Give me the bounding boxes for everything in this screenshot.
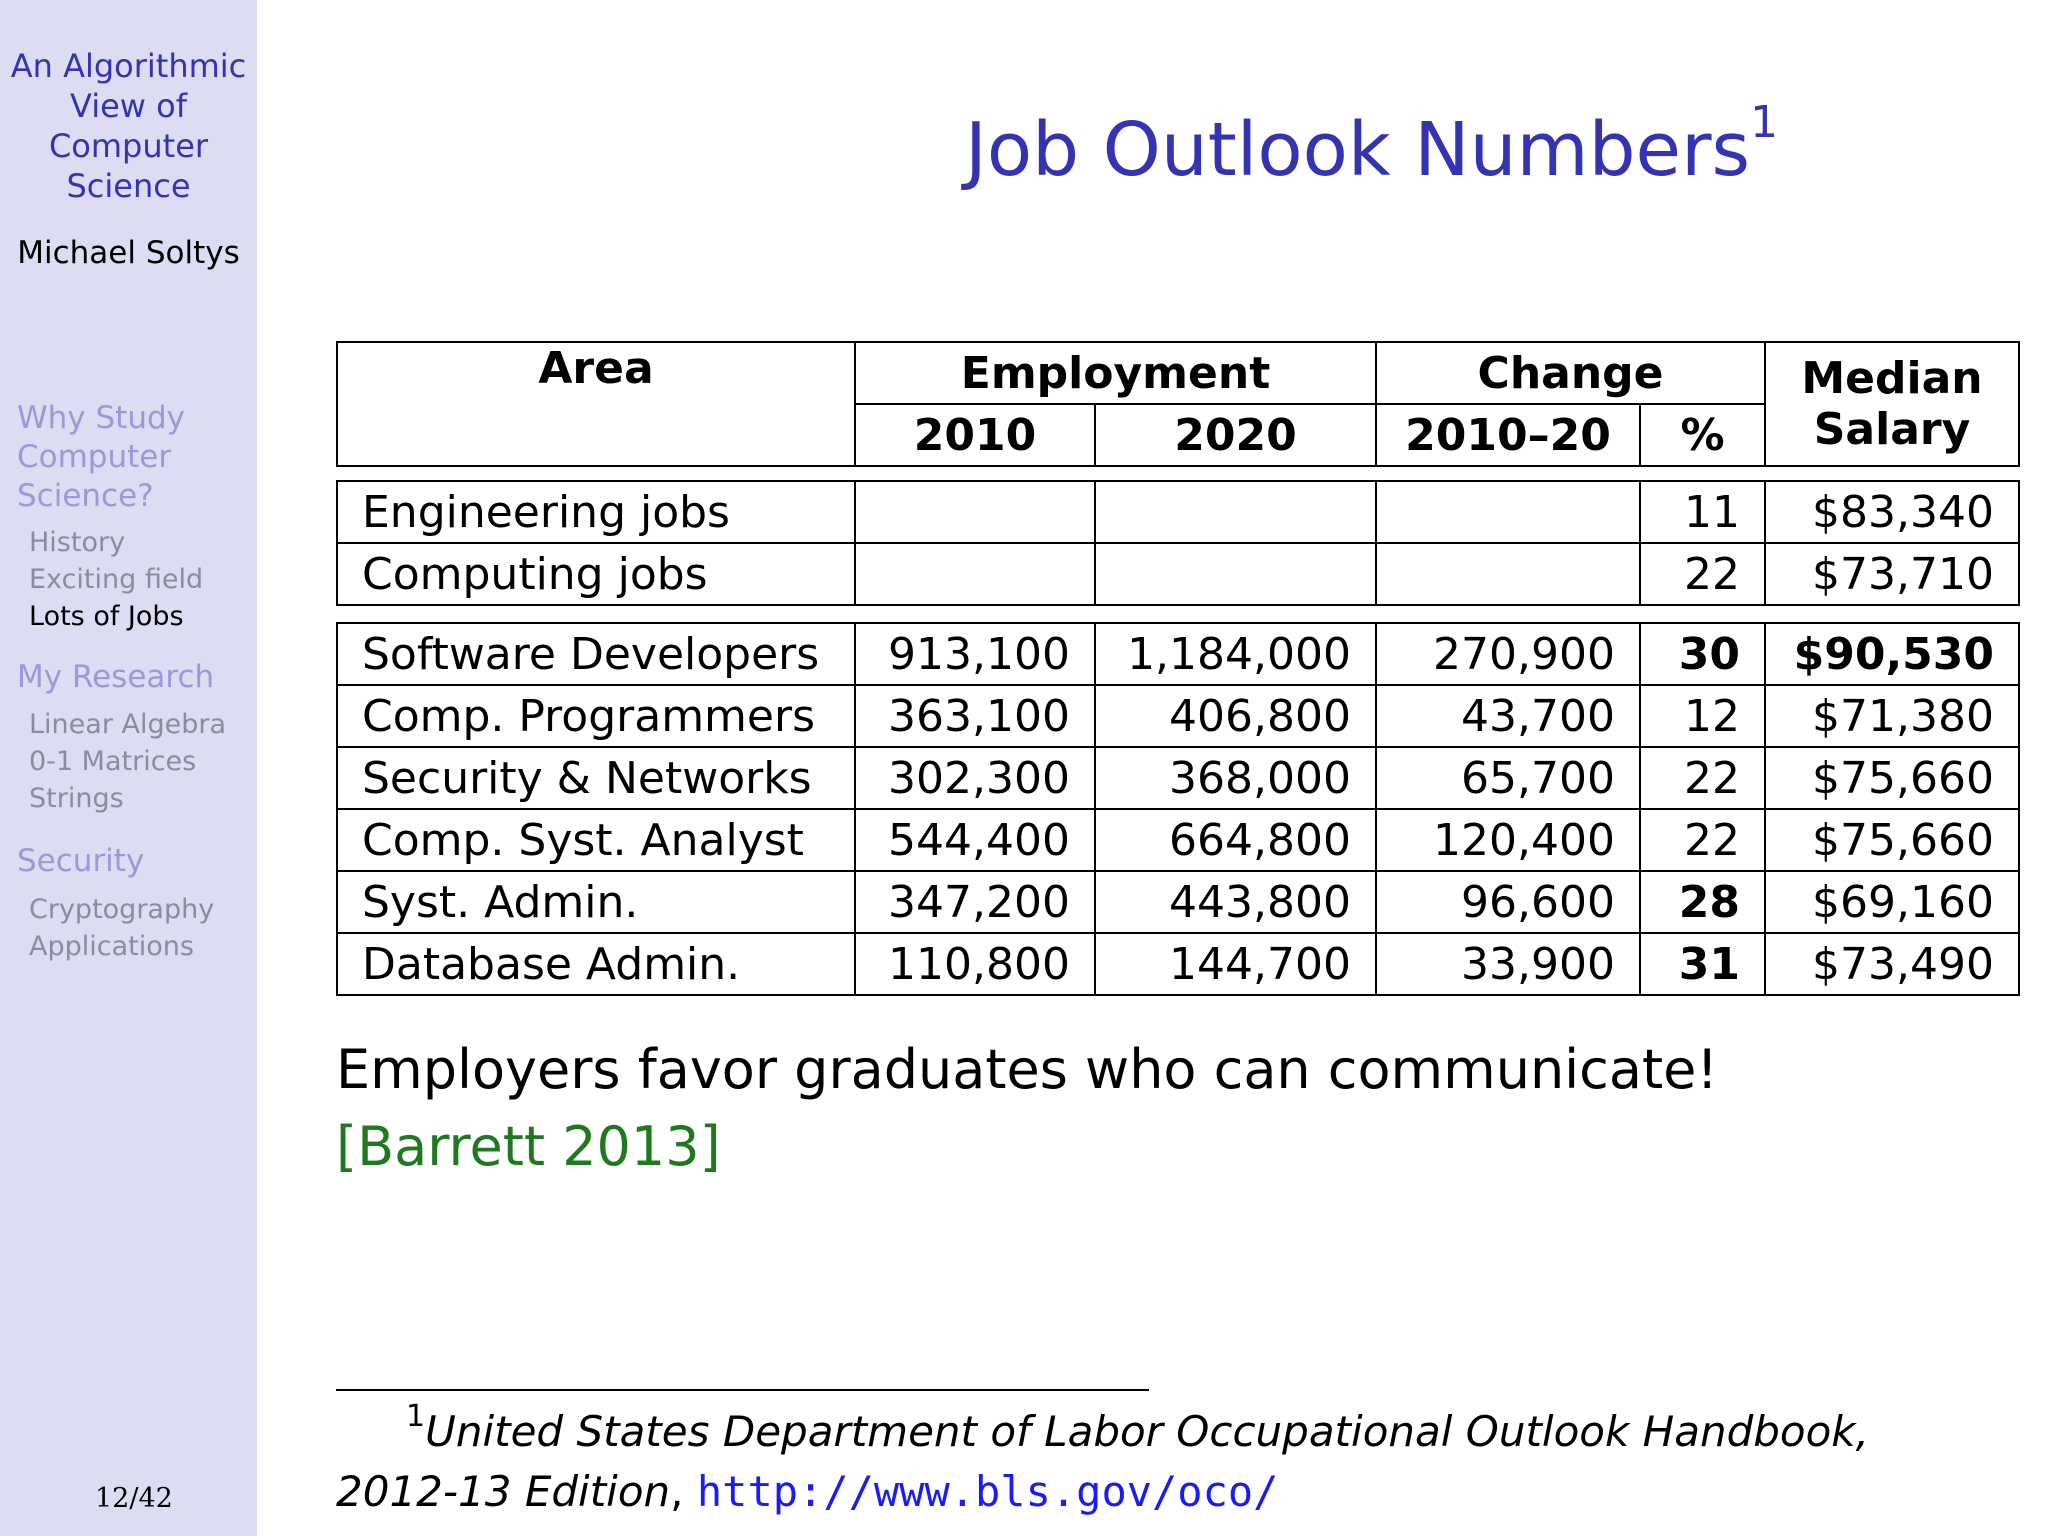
nav-subsection-cryptography[interactable]: Cryptography — [29, 894, 215, 925]
table-row — [337, 871, 2019, 933]
cell-percent: 30 — [1640, 623, 1765, 685]
sidebar — [0, 0, 257, 1536]
cell-area: Engineering jobs — [337, 481, 855, 543]
cell-change — [1376, 543, 1640, 605]
author-name[interactable]: Michael Soltys — [17, 235, 240, 271]
nav-section-why-study[interactable] — [17, 399, 185, 516]
citation-link[interactable]: [Barrett 2013] — [336, 1115, 721, 1178]
footnote-url-link[interactable]: http://www.bls.gov/oco/ — [696, 1467, 1279, 1516]
cell-percent: 31 — [1640, 933, 1765, 995]
cell-2010: 302,300 — [855, 747, 1095, 809]
summary-table — [336, 480, 2020, 606]
table-row — [337, 747, 2019, 809]
cell-percent: 12 — [1640, 685, 1765, 747]
nav-subsection-exciting-field[interactable]: Exciting field — [29, 564, 204, 595]
table-header — [336, 341, 2020, 467]
table-row — [337, 623, 2019, 685]
footnote-divider — [336, 1389, 1149, 1391]
nav-subsection-linear-algebra[interactable]: Linear Algebra — [29, 709, 227, 740]
footnote-edition: 2012-13 Edition — [336, 1467, 671, 1516]
slide-title-text: Job Outlook Numbers — [965, 107, 1751, 193]
table-row — [337, 809, 2019, 871]
cell-area: Database Admin. — [337, 933, 855, 995]
cell-change: 270,900 — [1376, 623, 1640, 685]
cell-salary: $75,660 — [1765, 747, 2019, 809]
header-percent: % — [1640, 404, 1765, 466]
cell-2010 — [855, 543, 1095, 605]
header-2010: 2010 — [855, 404, 1095, 466]
cell-2010: 363,100 — [855, 685, 1095, 747]
presentation-title-link[interactable] — [0, 46, 257, 206]
nav-subsection-01-matrices[interactable]: 0-1 Matrices — [29, 746, 197, 777]
cell-2020 — [1095, 543, 1376, 605]
presentation-title-line: Computer — [48, 127, 209, 165]
cell-area: Security & Networks — [337, 747, 855, 809]
footnote-line-2 — [336, 1462, 2036, 1522]
nav-section-security[interactable]: Security — [17, 843, 145, 879]
cell-percent: 22 — [1640, 543, 1765, 605]
cell-salary: $73,490 — [1765, 933, 2019, 995]
cell-change: 120,400 — [1376, 809, 1640, 871]
cell-percent: 22 — [1640, 747, 1765, 809]
table-row — [337, 685, 2019, 747]
cell-salary: $83,340 — [1765, 481, 2019, 543]
presentation-title-line: Science — [66, 167, 191, 205]
cell-2010 — [855, 481, 1095, 543]
table-row — [337, 933, 2019, 995]
header-area: Area — [337, 342, 855, 466]
slide-title — [965, 97, 1779, 195]
header-change-range: 2010–20 — [1376, 404, 1640, 466]
cell-salary: $73,710 — [1765, 543, 2019, 605]
cell-2020: 406,800 — [1095, 685, 1376, 747]
cell-2010: 347,200 — [855, 871, 1095, 933]
cell-change: 43,700 — [1376, 685, 1640, 747]
cell-2020 — [1095, 481, 1376, 543]
header-change: Change — [1376, 342, 1765, 404]
footnote-line-1 — [336, 1399, 2036, 1462]
nav-subsection-lots-of-jobs[interactable]: Lots of Jobs — [29, 601, 184, 632]
cell-area: Syst. Admin. — [337, 871, 855, 933]
cell-2010: 913,100 — [855, 623, 1095, 685]
cell-2010: 544,400 — [855, 809, 1095, 871]
cell-2020: 144,700 — [1095, 933, 1376, 995]
cell-salary: $90,530 — [1765, 623, 2019, 685]
cell-2020: 1,184,000 — [1095, 623, 1376, 685]
nav-subsection-applications[interactable]: Applications — [29, 931, 194, 962]
cell-percent: 11 — [1640, 481, 1765, 543]
footnote-source-title: United States Department of Labor Occupational Outlook Handbook, — [425, 1407, 1869, 1456]
cell-2010: 110,800 — [855, 933, 1095, 995]
cell-percent: 28 — [1640, 871, 1765, 933]
cell-area: Comp. Syst. Analyst — [337, 809, 855, 871]
cell-change: 65,700 — [1376, 747, 1640, 809]
nav-subsection-strings[interactable]: Strings — [29, 783, 124, 814]
header-median: Median — [1801, 353, 1983, 404]
footnote-number: 1 — [406, 1399, 426, 1434]
occupation-table — [336, 622, 2020, 996]
footnote-mark: 1 — [1750, 97, 1779, 148]
table-row — [337, 481, 2019, 543]
cell-percent: 22 — [1640, 809, 1765, 871]
presentation-title-line: View of — [70, 87, 187, 125]
cell-salary: $75,660 — [1765, 809, 2019, 871]
header-employment: Employment — [855, 342, 1376, 404]
cell-change — [1376, 481, 1640, 543]
statement-text: Employers favor graduates who can communicate! — [336, 1038, 1719, 1101]
header-salary: Salary — [1813, 404, 1971, 455]
header-median-salary — [1765, 342, 2019, 466]
nav-section-line: Why Study — [17, 400, 186, 436]
cell-salary: $69,160 — [1765, 871, 2019, 933]
footnote — [336, 1399, 2036, 1522]
cell-salary: $71,380 — [1765, 685, 2019, 747]
cell-area: Computing jobs — [337, 543, 855, 605]
cell-area: Software Developers — [337, 623, 855, 685]
nav-section-line: Science? — [17, 478, 154, 514]
cell-2020: 664,800 — [1095, 809, 1376, 871]
nav-subsection-history[interactable]: History — [29, 527, 126, 558]
cell-change: 33,900 — [1376, 933, 1640, 995]
presentation-title-line: An Algorithmic — [10, 47, 247, 85]
header-2020: 2020 — [1095, 404, 1376, 466]
cell-2020: 368,000 — [1095, 747, 1376, 809]
nav-section-line: Computer — [17, 439, 172, 475]
footnote-separator: , — [670, 1467, 684, 1516]
cell-area: Comp. Programmers — [337, 685, 855, 747]
table-row — [337, 543, 2019, 605]
cell-2020: 443,800 — [1095, 871, 1376, 933]
nav-section-my-research[interactable]: My Research — [17, 659, 215, 695]
page-counter: 12/42 — [95, 1483, 173, 1514]
cell-change: 96,600 — [1376, 871, 1640, 933]
